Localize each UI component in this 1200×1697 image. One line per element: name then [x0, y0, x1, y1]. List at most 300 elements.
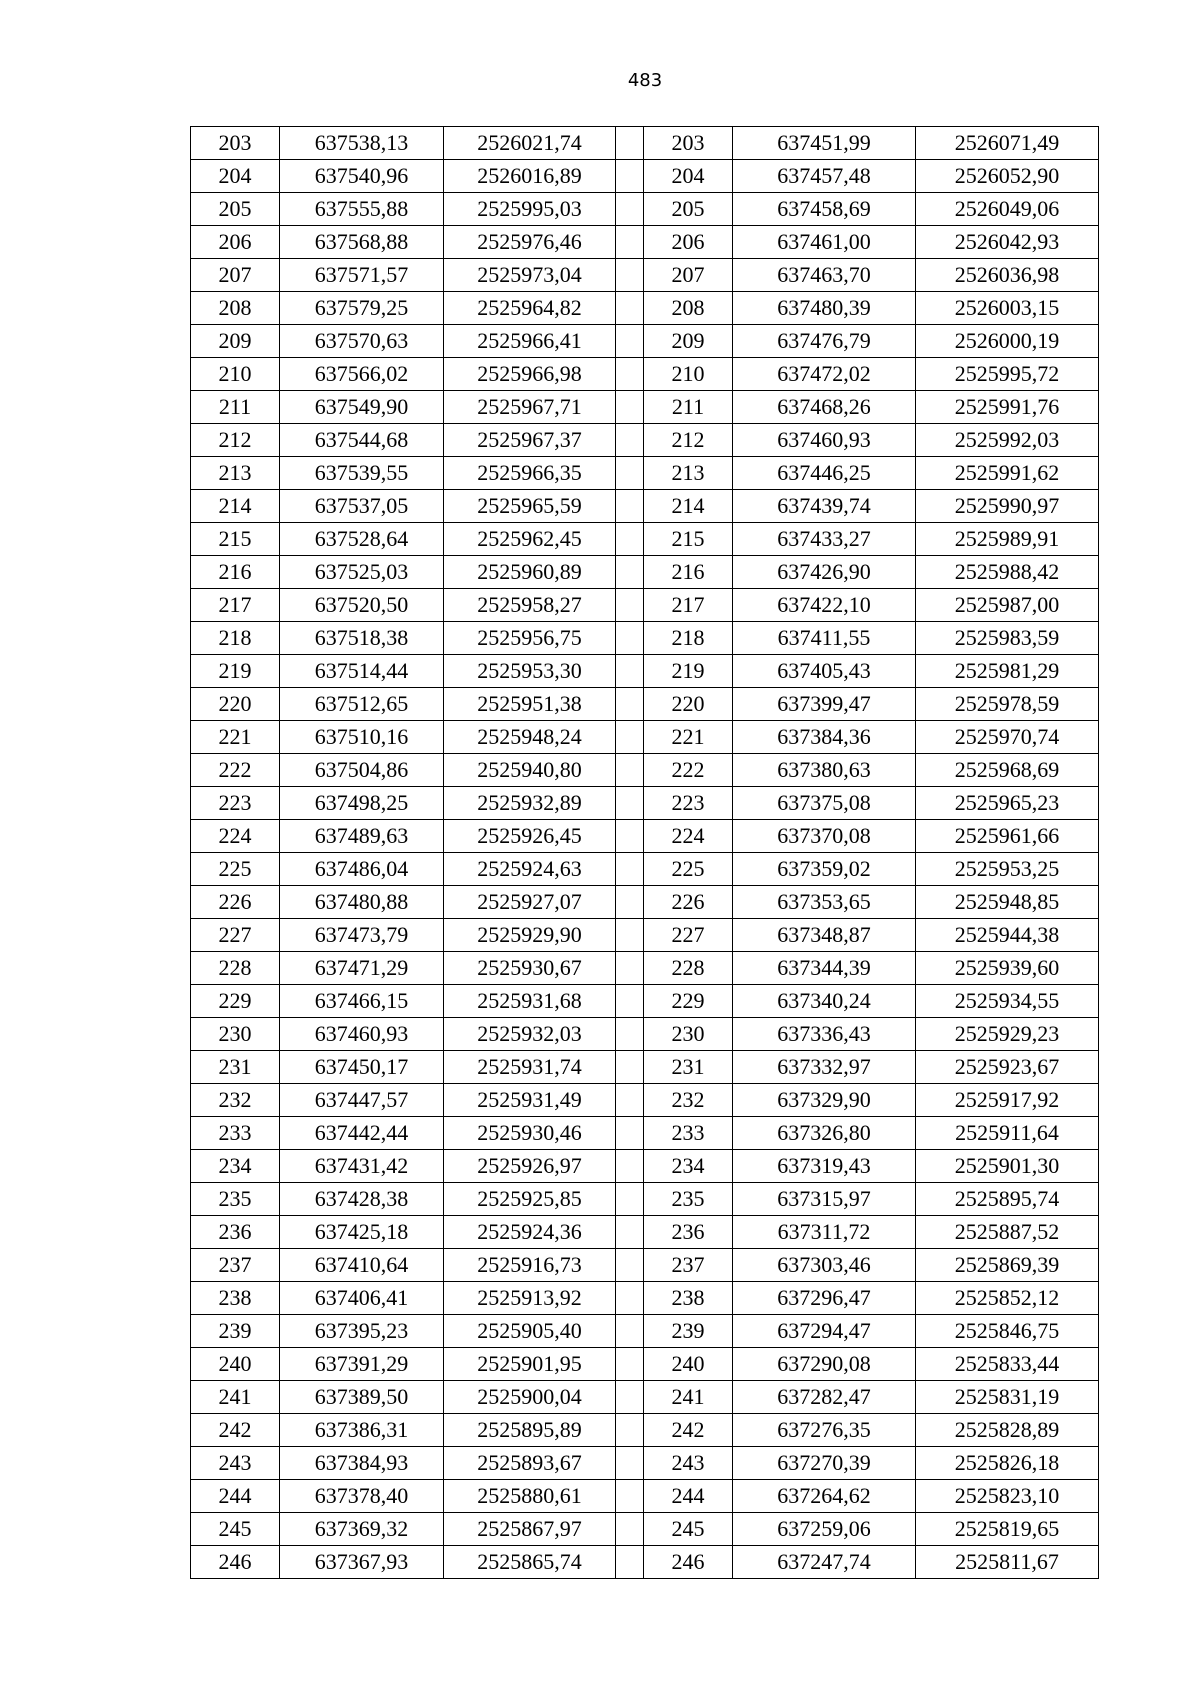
point-number-cell: 238	[191, 1282, 280, 1315]
x-coordinate-cell: 637460,93	[280, 1018, 444, 1051]
y-coordinate-cell: 2525833,44	[916, 1348, 1099, 1381]
x-coordinate-cell: 637431,42	[280, 1150, 444, 1183]
y-coordinate-cell: 2525895,89	[444, 1414, 616, 1447]
y-coordinate-cell: 2525968,69	[916, 754, 1099, 787]
point-number-cell: 234	[644, 1150, 733, 1183]
table-row	[191, 523, 1099, 556]
y-coordinate-cell: 2525981,29	[916, 655, 1099, 688]
point-number-cell: 223	[644, 787, 733, 820]
y-coordinate-cell: 2525895,74	[916, 1183, 1099, 1216]
y-coordinate-cell: 2525966,98	[444, 358, 616, 391]
y-coordinate-cell: 2525970,74	[916, 721, 1099, 754]
point-number-cell: 217	[191, 589, 280, 622]
y-coordinate-cell: 2525901,30	[916, 1150, 1099, 1183]
x-coordinate-cell: 637353,65	[733, 886, 916, 919]
y-coordinate-cell: 2525929,23	[916, 1018, 1099, 1051]
x-coordinate-cell: 637433,27	[733, 523, 916, 556]
point-number-cell: 229	[644, 985, 733, 1018]
point-number-cell: 215	[191, 523, 280, 556]
x-coordinate-cell: 637457,48	[733, 160, 916, 193]
point-number-cell: 226	[644, 886, 733, 919]
point-number-cell: 213	[644, 457, 733, 490]
x-coordinate-cell: 637461,00	[733, 226, 916, 259]
point-number-cell: 239	[644, 1315, 733, 1348]
table-row	[191, 160, 1099, 193]
point-number-cell: 219	[644, 655, 733, 688]
x-coordinate-cell: 637303,46	[733, 1249, 916, 1282]
x-coordinate-cell: 637259,06	[733, 1513, 916, 1546]
y-coordinate-cell: 2525923,67	[916, 1051, 1099, 1084]
x-coordinate-cell: 637451,99	[733, 127, 916, 160]
table-row	[191, 1051, 1099, 1084]
point-number-cell: 235	[644, 1183, 733, 1216]
point-number-cell: 231	[191, 1051, 280, 1084]
y-coordinate-cell: 2525966,41	[444, 325, 616, 358]
spacer-cell	[616, 985, 644, 1018]
y-coordinate-cell: 2525948,85	[916, 886, 1099, 919]
x-coordinate-cell: 637282,47	[733, 1381, 916, 1414]
x-coordinate-cell: 637247,74	[733, 1546, 916, 1579]
point-number-cell: 203	[191, 127, 280, 160]
y-coordinate-cell: 2525831,19	[916, 1381, 1099, 1414]
y-coordinate-cell: 2525991,76	[916, 391, 1099, 424]
point-number-cell: 233	[644, 1117, 733, 1150]
point-number-cell: 233	[191, 1117, 280, 1150]
point-number-cell: 223	[191, 787, 280, 820]
x-coordinate-cell: 637294,47	[733, 1315, 916, 1348]
x-coordinate-cell: 637450,17	[280, 1051, 444, 1084]
y-coordinate-cell: 2525900,04	[444, 1381, 616, 1414]
x-coordinate-cell: 637549,90	[280, 391, 444, 424]
x-coordinate-cell: 637504,86	[280, 754, 444, 787]
point-number-cell: 214	[644, 490, 733, 523]
y-coordinate-cell: 2525965,23	[916, 787, 1099, 820]
x-coordinate-cell: 637510,16	[280, 721, 444, 754]
x-coordinate-cell: 637375,08	[733, 787, 916, 820]
x-coordinate-cell: 637498,25	[280, 787, 444, 820]
y-coordinate-cell: 2525901,95	[444, 1348, 616, 1381]
x-coordinate-cell: 637425,18	[280, 1216, 444, 1249]
y-coordinate-cell: 2525932,89	[444, 787, 616, 820]
x-coordinate-cell: 637348,87	[733, 919, 916, 952]
y-coordinate-cell: 2526016,89	[444, 160, 616, 193]
y-coordinate-cell: 2525925,85	[444, 1183, 616, 1216]
x-coordinate-cell: 637384,36	[733, 721, 916, 754]
x-coordinate-cell: 637489,63	[280, 820, 444, 853]
y-coordinate-cell: 2526049,06	[916, 193, 1099, 226]
y-coordinate-cell: 2525988,42	[916, 556, 1099, 589]
x-coordinate-cell: 637326,80	[733, 1117, 916, 1150]
spacer-cell	[616, 787, 644, 820]
point-number-cell: 237	[644, 1249, 733, 1282]
point-number-cell: 227	[644, 919, 733, 952]
x-coordinate-cell: 637473,79	[280, 919, 444, 952]
x-coordinate-cell: 637476,79	[733, 325, 916, 358]
x-coordinate-cell: 637540,96	[280, 160, 444, 193]
spacer-cell	[616, 622, 644, 655]
point-number-cell: 226	[191, 886, 280, 919]
y-coordinate-cell: 2525958,27	[444, 589, 616, 622]
y-coordinate-cell: 2525865,74	[444, 1546, 616, 1579]
table-row	[191, 391, 1099, 424]
coordinates-table	[190, 126, 1099, 1579]
table-row	[191, 1348, 1099, 1381]
y-coordinate-cell: 2526000,19	[916, 325, 1099, 358]
table-row	[191, 754, 1099, 787]
table-row	[191, 721, 1099, 754]
y-coordinate-cell: 2525930,67	[444, 952, 616, 985]
point-number-cell: 246	[644, 1546, 733, 1579]
x-coordinate-cell: 637568,88	[280, 226, 444, 259]
point-number-cell: 208	[191, 292, 280, 325]
y-coordinate-cell: 2525992,03	[916, 424, 1099, 457]
y-coordinate-cell: 2525931,49	[444, 1084, 616, 1117]
point-number-cell: 232	[644, 1084, 733, 1117]
y-coordinate-cell: 2525927,07	[444, 886, 616, 919]
spacer-cell	[616, 1117, 644, 1150]
y-coordinate-cell: 2525967,71	[444, 391, 616, 424]
point-number-cell: 221	[644, 721, 733, 754]
y-coordinate-cell: 2526036,98	[916, 259, 1099, 292]
table-row	[191, 1513, 1099, 1546]
point-number-cell: 231	[644, 1051, 733, 1084]
y-coordinate-cell: 2525893,67	[444, 1447, 616, 1480]
y-coordinate-cell: 2525828,89	[916, 1414, 1099, 1447]
table-row	[191, 589, 1099, 622]
x-coordinate-cell: 637296,47	[733, 1282, 916, 1315]
spacer-cell	[616, 490, 644, 523]
point-number-cell: 235	[191, 1183, 280, 1216]
spacer-cell	[616, 1051, 644, 1084]
y-coordinate-cell: 2525964,82	[444, 292, 616, 325]
point-number-cell: 244	[191, 1480, 280, 1513]
spacer-cell	[616, 424, 644, 457]
point-number-cell: 230	[191, 1018, 280, 1051]
spacer-cell	[616, 820, 644, 853]
table-row	[191, 952, 1099, 985]
table-row	[191, 358, 1099, 391]
x-coordinate-cell: 637380,63	[733, 754, 916, 787]
x-coordinate-cell: 637458,69	[733, 193, 916, 226]
x-coordinate-cell: 637428,38	[280, 1183, 444, 1216]
table-row	[191, 688, 1099, 721]
point-number-cell: 224	[644, 820, 733, 853]
point-number-cell: 212	[644, 424, 733, 457]
spacer-cell	[616, 1348, 644, 1381]
x-coordinate-cell: 637439,74	[733, 490, 916, 523]
x-coordinate-cell: 637579,25	[280, 292, 444, 325]
y-coordinate-cell: 2525826,18	[916, 1447, 1099, 1480]
spacer-cell	[616, 589, 644, 622]
spacer-cell	[616, 1315, 644, 1348]
point-number-cell: 205	[644, 193, 733, 226]
y-coordinate-cell: 2525960,89	[444, 556, 616, 589]
point-number-cell: 229	[191, 985, 280, 1018]
table-row	[191, 1249, 1099, 1282]
table-row	[191, 820, 1099, 853]
x-coordinate-cell: 637460,93	[733, 424, 916, 457]
table-row	[191, 226, 1099, 259]
table-row	[191, 1084, 1099, 1117]
spacer-cell	[616, 1018, 644, 1051]
y-coordinate-cell: 2525887,52	[916, 1216, 1099, 1249]
spacer-cell	[616, 523, 644, 556]
y-coordinate-cell: 2525987,00	[916, 589, 1099, 622]
y-coordinate-cell: 2525852,12	[916, 1282, 1099, 1315]
table-row	[191, 853, 1099, 886]
y-coordinate-cell: 2525995,03	[444, 193, 616, 226]
y-coordinate-cell: 2525911,64	[916, 1117, 1099, 1150]
point-number-cell: 238	[644, 1282, 733, 1315]
spacer-cell	[616, 952, 644, 985]
point-number-cell: 204	[644, 160, 733, 193]
spacer-cell	[616, 1513, 644, 1546]
y-coordinate-cell: 2525931,74	[444, 1051, 616, 1084]
y-coordinate-cell: 2525953,25	[916, 853, 1099, 886]
table-row	[191, 259, 1099, 292]
x-coordinate-cell: 637332,97	[733, 1051, 916, 1084]
spacer-cell	[616, 325, 644, 358]
x-coordinate-cell: 637344,39	[733, 952, 916, 985]
spacer-cell	[616, 1216, 644, 1249]
y-coordinate-cell: 2525940,80	[444, 754, 616, 787]
point-number-cell: 204	[191, 160, 280, 193]
y-coordinate-cell: 2525929,90	[444, 919, 616, 952]
table-row	[191, 1018, 1099, 1051]
x-coordinate-cell: 637399,47	[733, 688, 916, 721]
y-coordinate-cell: 2525944,38	[916, 919, 1099, 952]
point-number-cell: 236	[644, 1216, 733, 1249]
point-number-cell: 221	[191, 721, 280, 754]
point-number-cell: 240	[644, 1348, 733, 1381]
spacer-cell	[616, 1084, 644, 1117]
x-coordinate-cell: 637410,64	[280, 1249, 444, 1282]
y-coordinate-cell: 2525967,37	[444, 424, 616, 457]
spacer-cell	[616, 919, 644, 952]
spacer-cell	[616, 721, 644, 754]
x-coordinate-cell: 637422,10	[733, 589, 916, 622]
x-coordinate-cell: 637480,88	[280, 886, 444, 919]
x-coordinate-cell: 637512,65	[280, 688, 444, 721]
page-number: 483	[627, 70, 663, 91]
y-coordinate-cell: 2525869,39	[916, 1249, 1099, 1282]
x-coordinate-cell: 637447,57	[280, 1084, 444, 1117]
point-number-cell: 211	[644, 391, 733, 424]
point-number-cell: 228	[644, 952, 733, 985]
point-number-cell: 242	[644, 1414, 733, 1447]
y-coordinate-cell: 2526071,49	[916, 127, 1099, 160]
x-coordinate-cell: 637555,88	[280, 193, 444, 226]
x-coordinate-cell: 637391,29	[280, 1348, 444, 1381]
point-number-cell: 228	[191, 952, 280, 985]
table-row	[191, 1183, 1099, 1216]
point-number-cell: 240	[191, 1348, 280, 1381]
y-coordinate-cell: 2526052,90	[916, 160, 1099, 193]
x-coordinate-cell: 637466,15	[280, 985, 444, 1018]
y-coordinate-cell: 2525989,91	[916, 523, 1099, 556]
y-coordinate-cell: 2525976,46	[444, 226, 616, 259]
y-coordinate-cell: 2525983,59	[916, 622, 1099, 655]
spacer-cell	[616, 193, 644, 226]
point-number-cell: 225	[644, 853, 733, 886]
y-coordinate-cell: 2526021,74	[444, 127, 616, 160]
table-row	[191, 1117, 1099, 1150]
point-number-cell: 246	[191, 1546, 280, 1579]
point-number-cell: 237	[191, 1249, 280, 1282]
point-number-cell: 241	[644, 1381, 733, 1414]
point-number-cell: 210	[191, 358, 280, 391]
table-row	[191, 424, 1099, 457]
point-number-cell: 207	[191, 259, 280, 292]
spacer-cell	[616, 226, 644, 259]
point-number-cell: 222	[191, 754, 280, 787]
x-coordinate-cell: 637340,24	[733, 985, 916, 1018]
x-coordinate-cell: 637442,44	[280, 1117, 444, 1150]
x-coordinate-cell: 637290,08	[733, 1348, 916, 1381]
point-number-cell: 242	[191, 1414, 280, 1447]
y-coordinate-cell: 2525965,59	[444, 490, 616, 523]
y-coordinate-cell: 2525961,66	[916, 820, 1099, 853]
x-coordinate-cell: 637370,08	[733, 820, 916, 853]
x-coordinate-cell: 637472,02	[733, 358, 916, 391]
y-coordinate-cell: 2525973,04	[444, 259, 616, 292]
x-coordinate-cell: 637525,03	[280, 556, 444, 589]
table-row	[191, 127, 1099, 160]
y-coordinate-cell: 2525926,45	[444, 820, 616, 853]
table-row	[191, 622, 1099, 655]
point-number-cell: 215	[644, 523, 733, 556]
table-row	[191, 1216, 1099, 1249]
spacer-cell	[616, 259, 644, 292]
spacer-cell	[616, 1282, 644, 1315]
x-coordinate-cell: 637471,29	[280, 952, 444, 985]
x-coordinate-cell: 637319,43	[733, 1150, 916, 1183]
x-coordinate-cell: 637528,64	[280, 523, 444, 556]
table-row	[191, 325, 1099, 358]
point-number-cell: 224	[191, 820, 280, 853]
point-number-cell: 214	[191, 490, 280, 523]
point-number-cell: 244	[644, 1480, 733, 1513]
x-coordinate-cell: 637518,38	[280, 622, 444, 655]
y-coordinate-cell: 2525823,10	[916, 1480, 1099, 1513]
x-coordinate-cell: 637537,05	[280, 490, 444, 523]
point-number-cell: 218	[191, 622, 280, 655]
spacer-cell	[616, 754, 644, 787]
x-coordinate-cell: 637359,02	[733, 853, 916, 886]
table-row	[191, 1315, 1099, 1348]
y-coordinate-cell: 2525930,46	[444, 1117, 616, 1150]
point-number-cell: 236	[191, 1216, 280, 1249]
y-coordinate-cell: 2526003,15	[916, 292, 1099, 325]
y-coordinate-cell: 2525953,30	[444, 655, 616, 688]
table-row	[191, 886, 1099, 919]
point-number-cell: 217	[644, 589, 733, 622]
x-coordinate-cell: 637378,40	[280, 1480, 444, 1513]
x-coordinate-cell: 637386,31	[280, 1414, 444, 1447]
table-row	[191, 193, 1099, 226]
table-row	[191, 556, 1099, 589]
y-coordinate-cell: 2525978,59	[916, 688, 1099, 721]
x-coordinate-cell: 637315,97	[733, 1183, 916, 1216]
spacer-cell	[616, 1183, 644, 1216]
point-number-cell: 208	[644, 292, 733, 325]
y-coordinate-cell: 2525811,67	[916, 1546, 1099, 1579]
spacer-cell	[616, 1381, 644, 1414]
spacer-cell	[616, 1414, 644, 1447]
coordinates-table-body	[191, 127, 1099, 1579]
point-number-cell: 222	[644, 754, 733, 787]
x-coordinate-cell: 637384,93	[280, 1447, 444, 1480]
table-row	[191, 1546, 1099, 1579]
point-number-cell: 211	[191, 391, 280, 424]
point-number-cell: 245	[644, 1513, 733, 1546]
y-coordinate-cell: 2525932,03	[444, 1018, 616, 1051]
x-coordinate-cell: 637514,44	[280, 655, 444, 688]
x-coordinate-cell: 637367,93	[280, 1546, 444, 1579]
table-row	[191, 1414, 1099, 1447]
x-coordinate-cell: 637463,70	[733, 259, 916, 292]
point-number-cell: 243	[644, 1447, 733, 1480]
y-coordinate-cell: 2525962,45	[444, 523, 616, 556]
spacer-cell	[616, 160, 644, 193]
point-number-cell: 225	[191, 853, 280, 886]
table-row	[191, 1282, 1099, 1315]
spacer-cell	[616, 457, 644, 490]
point-number-cell: 205	[191, 193, 280, 226]
y-coordinate-cell: 2525846,75	[916, 1315, 1099, 1348]
spacer-cell	[616, 655, 644, 688]
point-number-cell: 210	[644, 358, 733, 391]
point-number-cell: 230	[644, 1018, 733, 1051]
table-row	[191, 292, 1099, 325]
point-number-cell: 209	[191, 325, 280, 358]
table-row	[191, 655, 1099, 688]
y-coordinate-cell: 2525931,68	[444, 985, 616, 1018]
point-number-cell: 220	[191, 688, 280, 721]
x-coordinate-cell: 637544,68	[280, 424, 444, 457]
x-coordinate-cell: 637570,63	[280, 325, 444, 358]
spacer-cell	[616, 1150, 644, 1183]
x-coordinate-cell: 637405,43	[733, 655, 916, 688]
point-number-cell: 220	[644, 688, 733, 721]
point-number-cell: 203	[644, 127, 733, 160]
spacer-cell	[616, 1249, 644, 1282]
y-coordinate-cell: 2525991,62	[916, 457, 1099, 490]
point-number-cell: 212	[191, 424, 280, 457]
point-number-cell: 206	[644, 226, 733, 259]
table-row	[191, 787, 1099, 820]
point-number-cell: 227	[191, 919, 280, 952]
y-coordinate-cell: 2525819,65	[916, 1513, 1099, 1546]
point-number-cell: 239	[191, 1315, 280, 1348]
y-coordinate-cell: 2525951,38	[444, 688, 616, 721]
x-coordinate-cell: 637486,04	[280, 853, 444, 886]
y-coordinate-cell: 2525905,40	[444, 1315, 616, 1348]
y-coordinate-cell: 2525926,97	[444, 1150, 616, 1183]
x-coordinate-cell: 637538,13	[280, 127, 444, 160]
x-coordinate-cell: 637369,32	[280, 1513, 444, 1546]
x-coordinate-cell: 637264,62	[733, 1480, 916, 1513]
y-coordinate-cell: 2525956,75	[444, 622, 616, 655]
y-coordinate-cell: 2525934,55	[916, 985, 1099, 1018]
y-coordinate-cell: 2525966,35	[444, 457, 616, 490]
x-coordinate-cell: 637468,26	[733, 391, 916, 424]
point-number-cell: 232	[191, 1084, 280, 1117]
point-number-cell: 207	[644, 259, 733, 292]
table-row	[191, 1381, 1099, 1414]
point-number-cell: 216	[191, 556, 280, 589]
y-coordinate-cell: 2525948,24	[444, 721, 616, 754]
